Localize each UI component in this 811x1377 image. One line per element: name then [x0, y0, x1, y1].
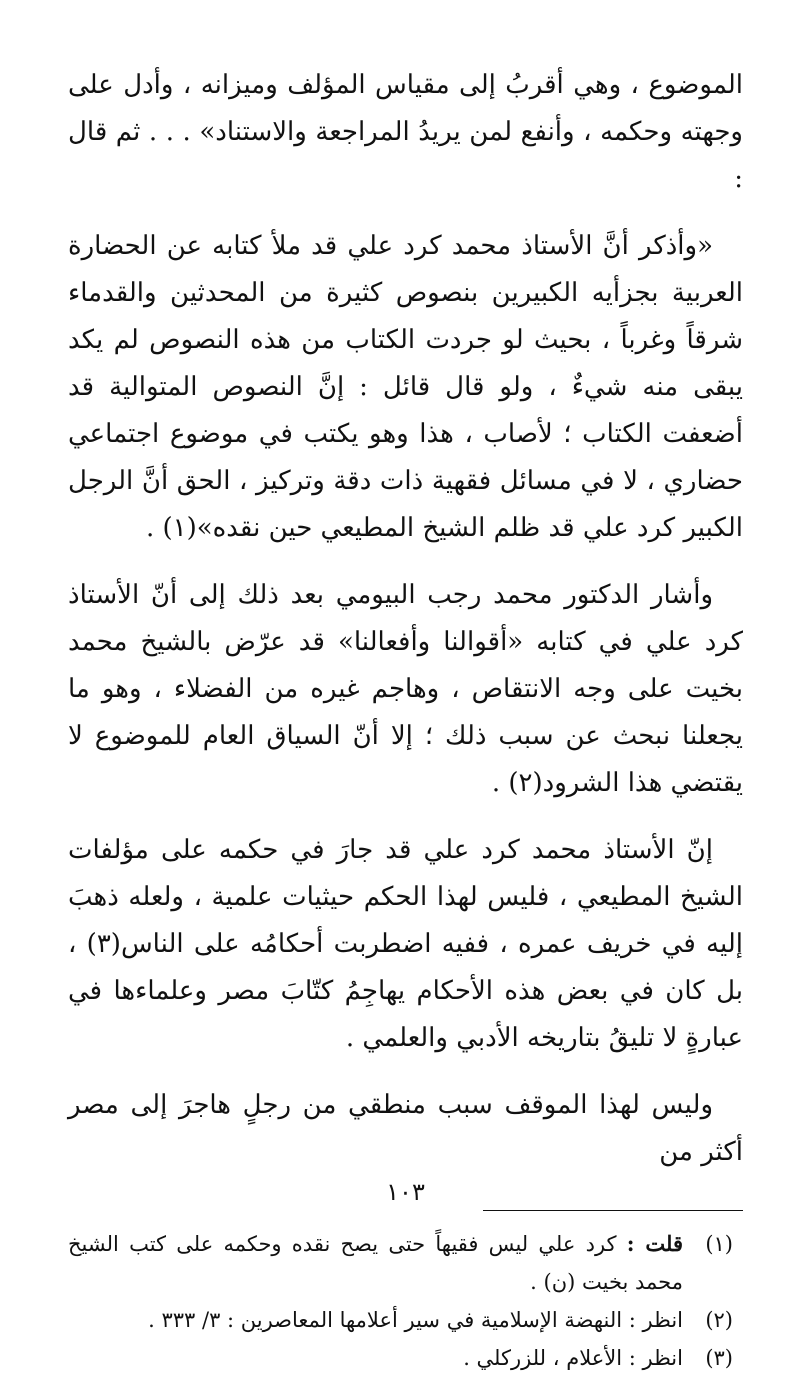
footnote-3 — [68, 1339, 743, 1377]
page-number: ١٠٣ — [386, 1178, 425, 1206]
paragraph-5: وليس لهذا الموقف سبب منطقي من رجلٍ هاجرَ إلى مصر أكثر من — [68, 1090, 743, 1167]
footnote-1 — [68, 1225, 743, 1301]
footnote-text: انظر : الأعلام ، للزركلي . — [463, 1346, 683, 1370]
paragraph-4: إنّ الأستاذ محمد كرد علي قد جارَ في حكمه على مؤلفات الشيخ المطيعي ، فليس لهذا الحكم حيثيات علمية ، ولعله ذهبَ إليه في خريف عمره ، ففيه اضطربت أحكامُه على الناس(٣) ، بل كان في بعض هذه الأحكام يهاجِمُ كتّابَ مصر وعلماءها في عبارةٍ لا تليقُ بتاريخه الأدبي والعلمي . — [68, 835, 743, 1053]
footnote-number: (٣) — [705, 1346, 733, 1370]
footnote-2 — [68, 1301, 743, 1339]
footnotes — [68, 1225, 743, 1377]
paragraph-3: وأشار الدكتور محمد رجب البيومي بعد ذلك إلى أنّ الأستاذ كرد علي في كتابه «أقوالنا وأفعالنا» قد عرّض بالشيخ محمد بخيت على وجه الانتقاص ، وهاجم غيره من الفضلاء ، وهو ما يجعلنا نبحث عن سبب ذلك ؛ إلا أنّ السياق العام للموضوع لا يقتضي هذا الشرود(٢) . — [68, 580, 743, 798]
main-text — [68, 62, 743, 1176]
paragraph-2: «وأذكر أنَّ الأستاذ محمد كرد علي قد ملأ كتابه عن الحضارة العربية بجزأيه الكبيرين بنصوص كثيرة من المحدثين والقدماء شرقاً وغرباً ، بحيث لو جردت الكتاب من هذه النصوص لم يكد يبقى منه شيءٌ ، ولو قال قائل : إنَّ النصوص المتوالية قد أضعفت الكتاب ؛ لأصاب ، هذا وهو يكتب في موضوع اجتماعي حضاري ، لا في مسائل فقهية ذات دقة وتركيز ، الحق أنَّ الرجل الكبير كرد علي قد ظلم الشيخ المطيعي حين نقده»(١) . — [68, 231, 743, 543]
footnote-number: (١) — [705, 1232, 733, 1256]
footnote-number: (٢) — [705, 1308, 733, 1332]
footnote-body: كرد علي ليس فقيهاً حتى يصح نقده وحكمه على كتب الشيخ محمد بخيت (ن) . — [68, 1232, 683, 1294]
paragraph-1: الموضوع ، وهي أقربُ إلى مقياس المؤلف وميزانه ، وأدل على وجهته وحكمه ، وأنفع لمن يريدُ المراجعة والاستناد» . . . ثم قال : — [68, 70, 743, 194]
footnote-text: انظر : النهضة الإسلامية في سير أعلامها المعاصرين : ٣/ ٣٣٣ . — [148, 1308, 683, 1332]
footnote-separator — [483, 1210, 743, 1211]
footnote-lead: قلت : — [626, 1231, 683, 1256]
footnote-text — [68, 1225, 691, 1301]
